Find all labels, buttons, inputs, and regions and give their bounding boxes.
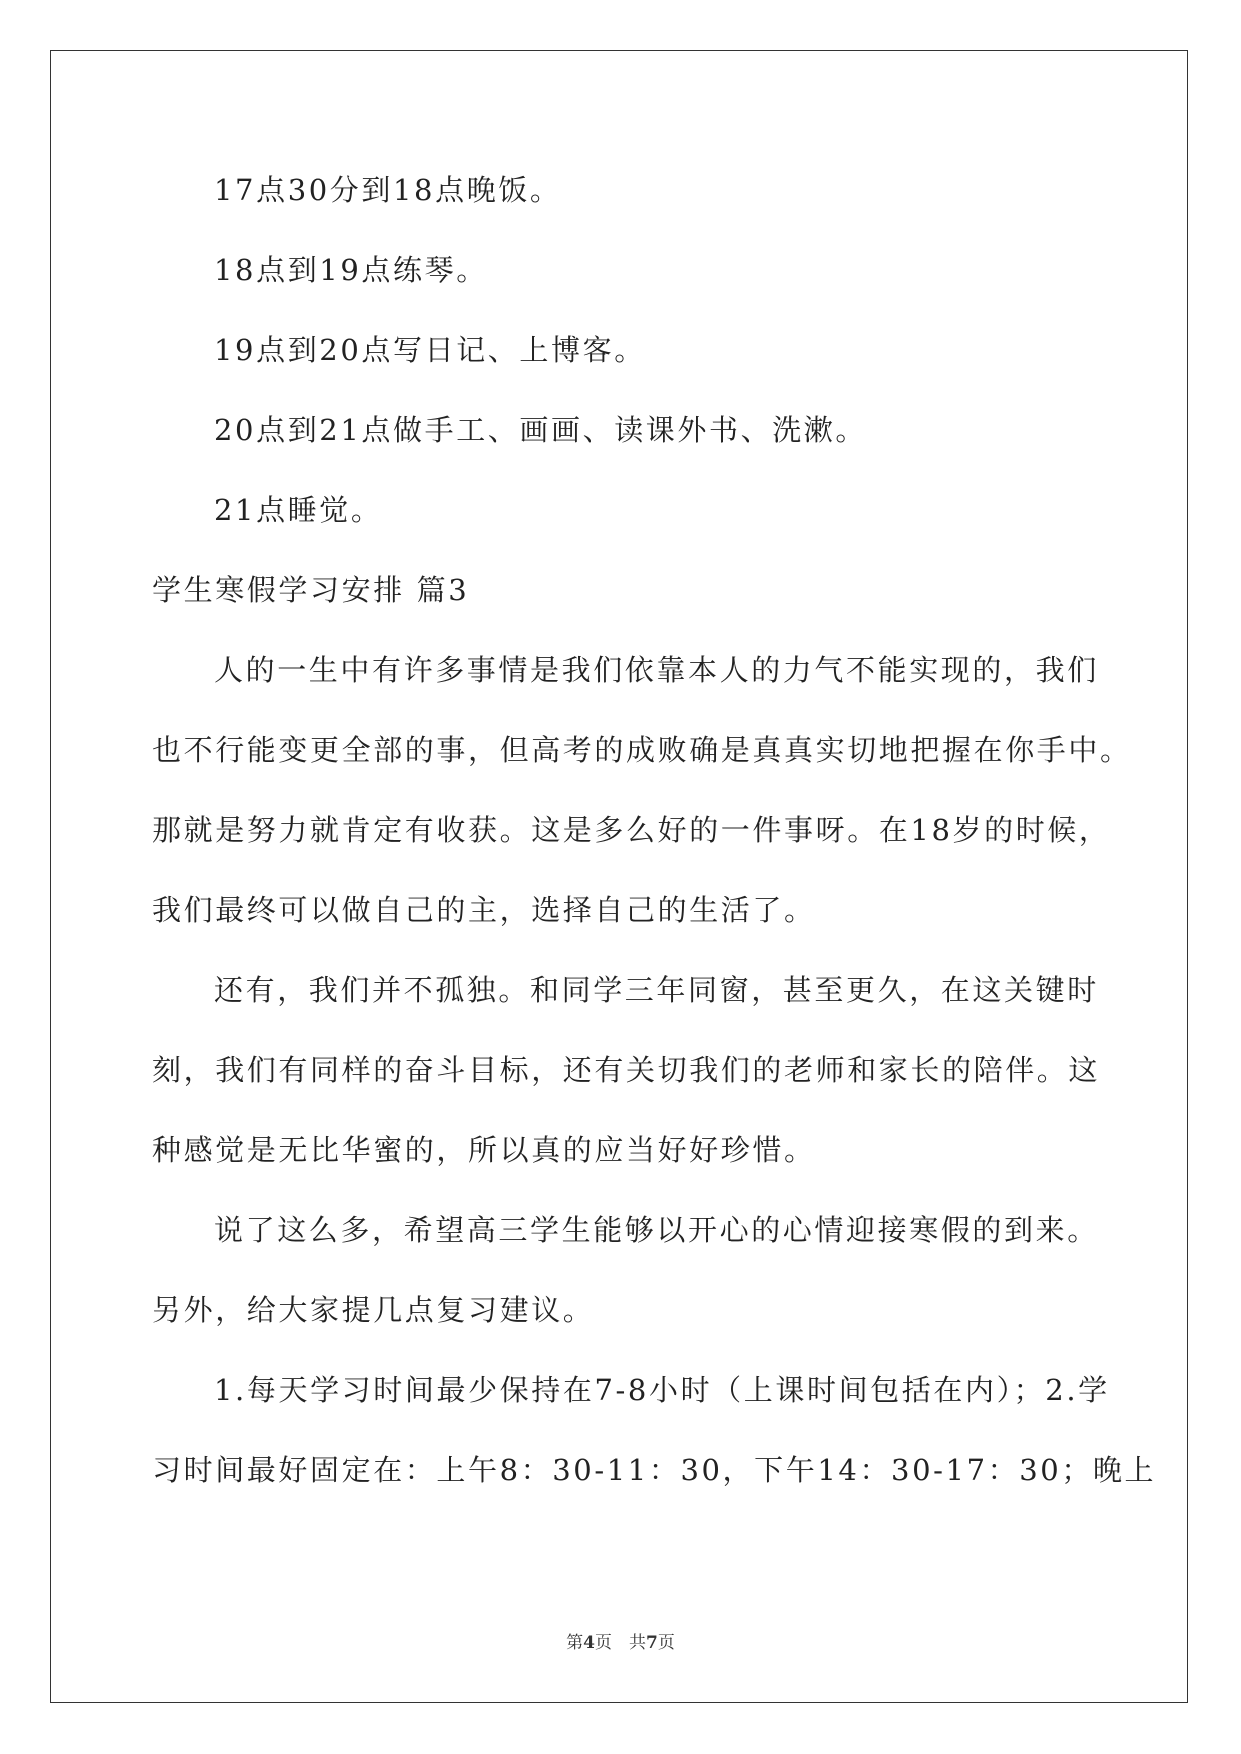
schedule-line: 20点到21点做手工、画画、读课外书、洗漱。 bbox=[214, 413, 868, 447]
paragraph-line: 刻，我们有同样的奋斗目标，还有关切我们的老师和家长的陪伴。这 bbox=[152, 1053, 1101, 1087]
paragraph-line: 也不行能变更全部的事，但高考的成败确是真真实切地把握在你手中。 bbox=[152, 733, 1132, 767]
page-footer bbox=[0, 1628, 1241, 1653]
paragraph-line: 习时间最好固定在：上午8：30-11：30，下午14：30-17：30；晚上 bbox=[152, 1453, 1157, 1487]
footer-page-number: 4 bbox=[583, 1633, 595, 1653]
schedule-line: 18点到19点练琴。 bbox=[214, 253, 488, 287]
paragraph-line: 那就是努力就肯定有收获。这是多么好的一件事呀。在18岁的时候， bbox=[152, 813, 1111, 847]
paragraph-line: 种感觉是无比华蜜的，所以真的应当好好珍惜。 bbox=[152, 1133, 816, 1167]
schedule-line: 21点睡觉。 bbox=[214, 493, 383, 527]
footer-suffix: 页 bbox=[657, 1633, 675, 1653]
schedule-line: 17点30分到18点晚饭。 bbox=[214, 173, 562, 207]
paragraph-line: 另外，给大家提几点复习建议。 bbox=[152, 1293, 595, 1327]
section-title: 学生寒假学习安排 篇3 bbox=[152, 573, 470, 607]
footer-middle: 页 共 bbox=[595, 1633, 646, 1653]
schedule-line: 19点到20点写日记、上博客。 bbox=[214, 333, 646, 367]
footer-page-total: 7 bbox=[646, 1633, 658, 1653]
paragraph-line: 1.每天学习时间最少保持在7-8小时（上课时间包括在内）；2.学 bbox=[214, 1373, 1110, 1407]
paragraph-line: 还有，我们并不孤独。和同学三年同窗，甚至更久，在这关键时 bbox=[214, 973, 1099, 1007]
footer-prefix: 第 bbox=[566, 1633, 584, 1653]
paragraph-line: 说了这么多，希望高三学生能够以开心的心情迎接寒假的到来。 bbox=[214, 1213, 1099, 1247]
paragraph-line: 我们最终可以做自己的主，选择自己的生活了。 bbox=[152, 893, 816, 927]
paragraph-line: 人的一生中有许多事情是我们依靠本人的力气不能实现的，我们 bbox=[214, 653, 1099, 687]
